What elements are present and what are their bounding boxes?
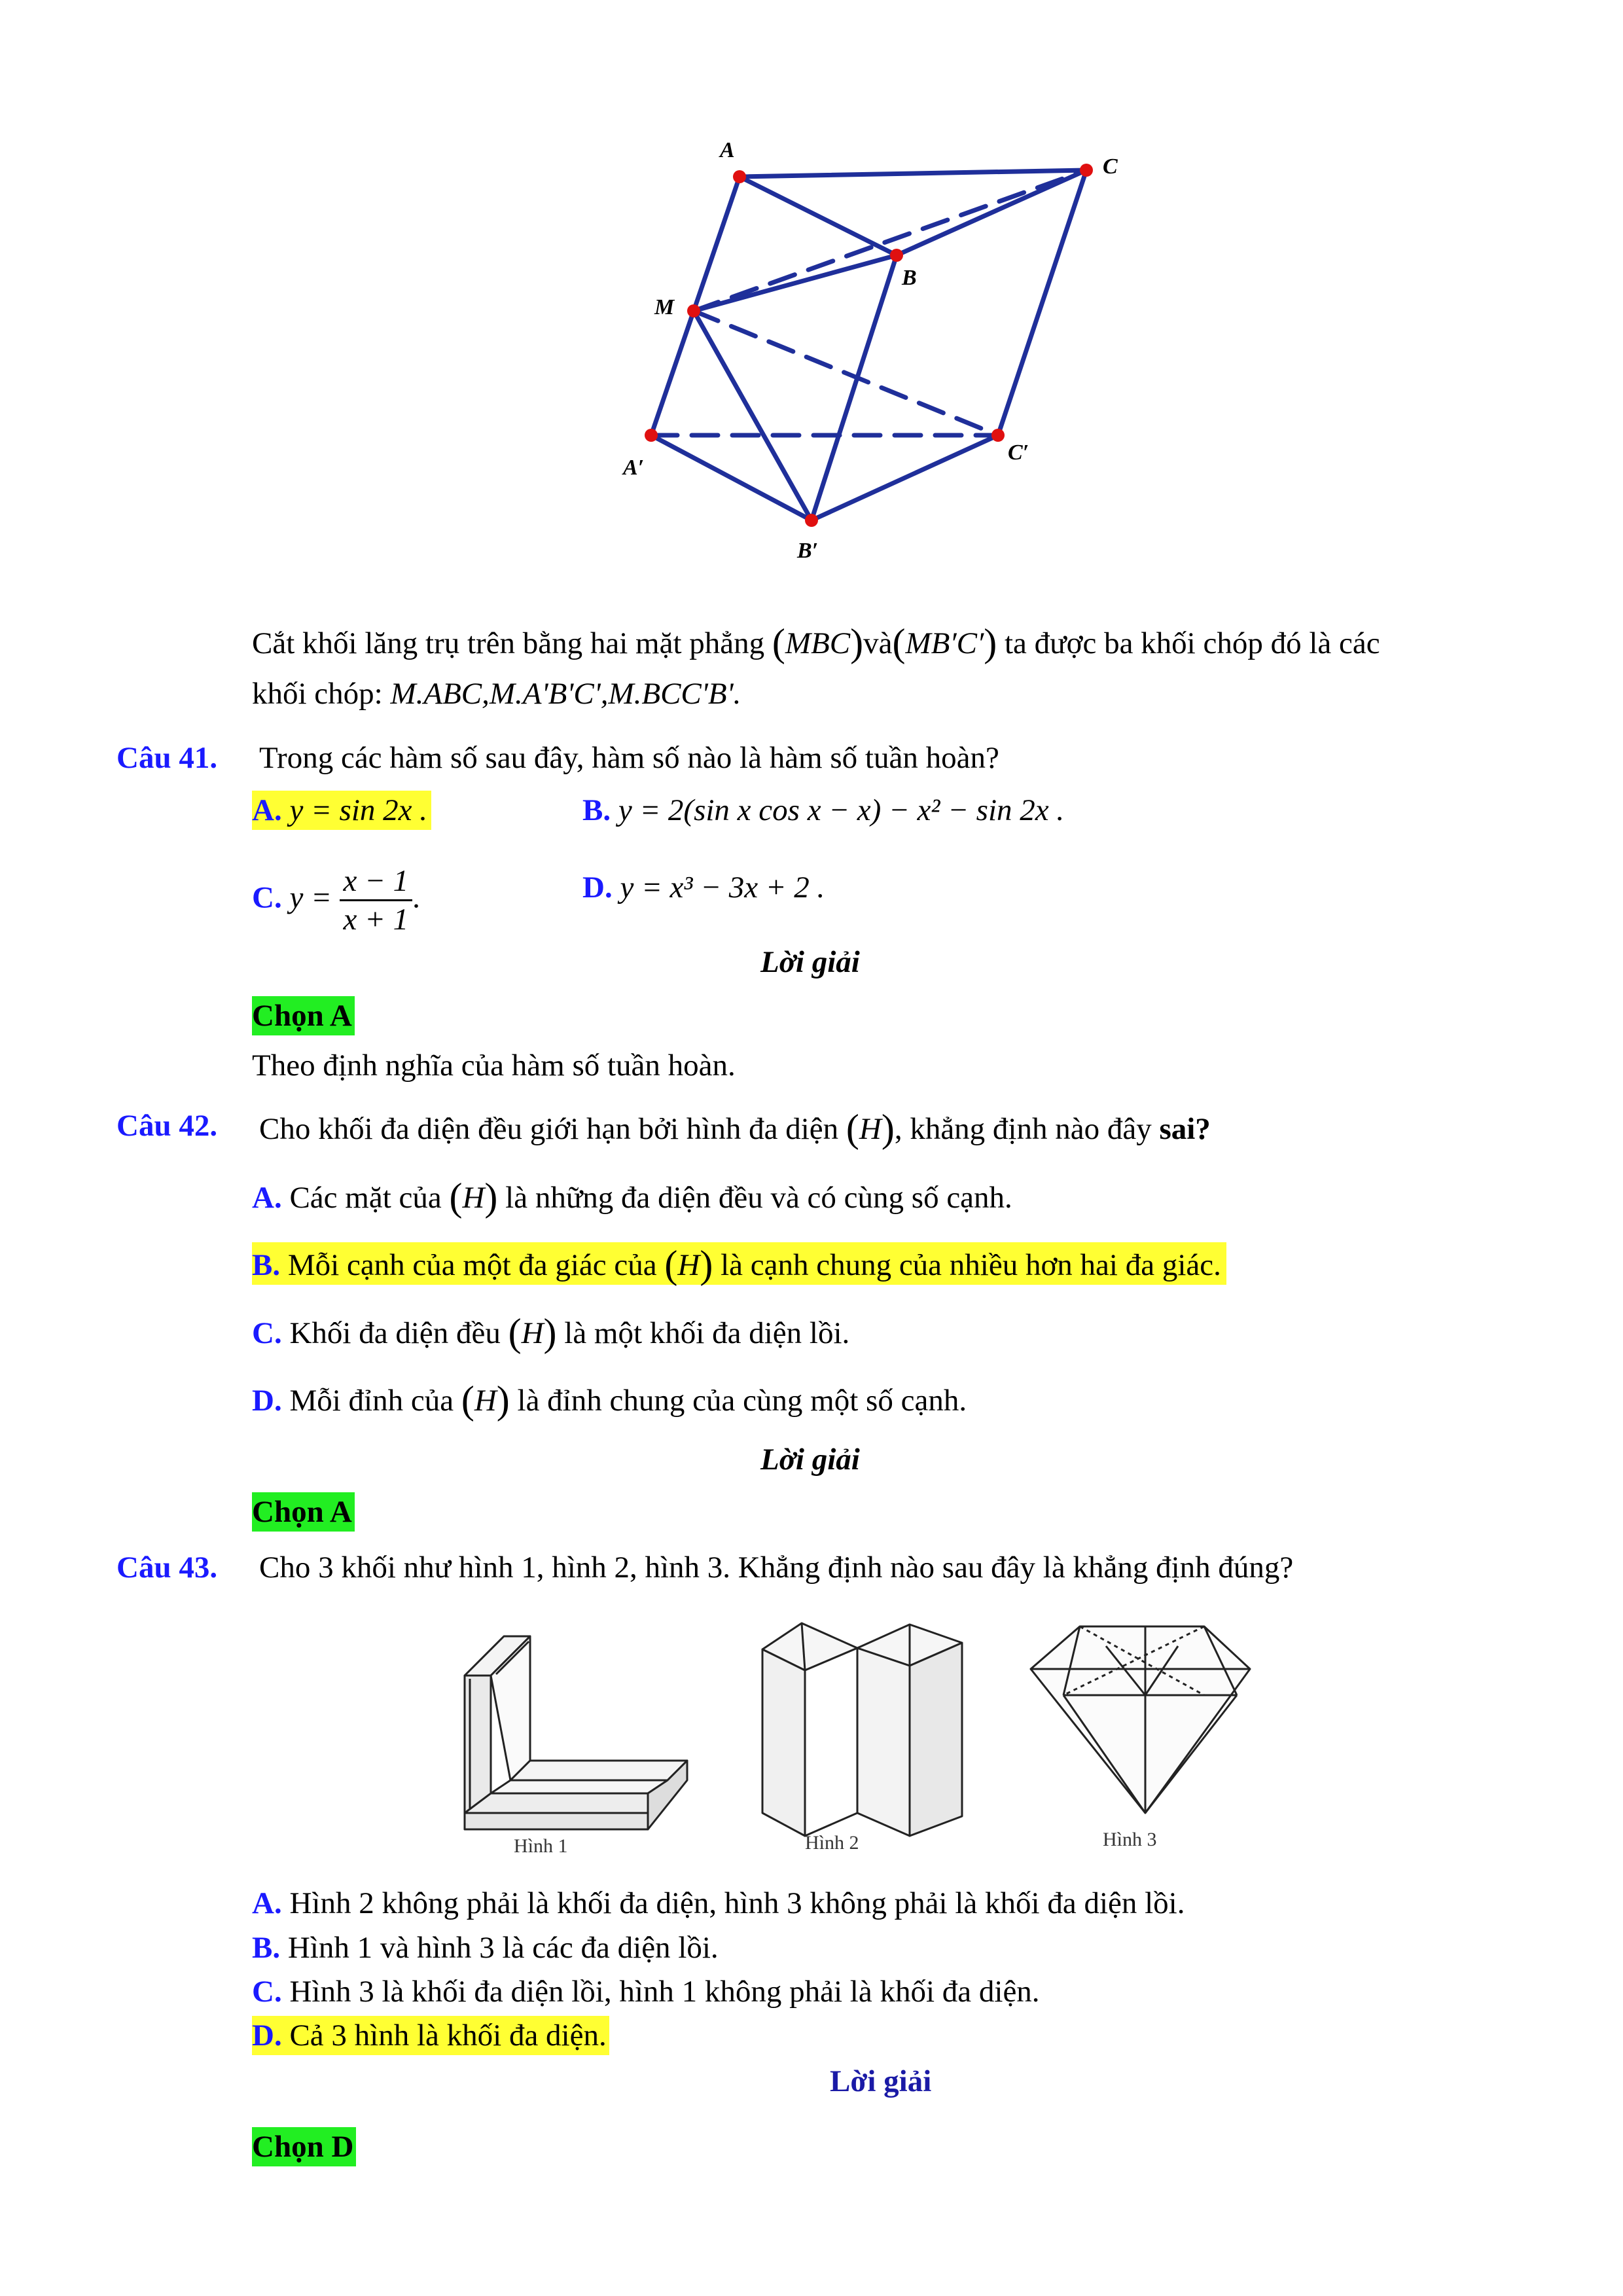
q42-label: Câu 42. bbox=[116, 1109, 218, 1143]
q41-option-a bbox=[252, 791, 431, 830]
q43-option-d bbox=[252, 2016, 609, 2055]
q42-text-a: Cho khối đa diện đều giới hạn bởi hình đa diện bbox=[259, 1112, 846, 1146]
q43-figures bbox=[452, 1597, 1315, 1859]
prism-figure bbox=[589, 124, 1165, 569]
shape-folded-prism bbox=[762, 1623, 962, 1836]
vertex-M bbox=[687, 304, 700, 317]
q43-answer: Chọn D bbox=[252, 2127, 356, 2166]
q41-c-end: . bbox=[412, 880, 420, 915]
intro-line-2 bbox=[252, 674, 741, 713]
q43-label: Câu 43. bbox=[116, 1551, 218, 1585]
fig-label-1: Hình 1 bbox=[514, 1835, 568, 1857]
q42-h: H bbox=[859, 1112, 882, 1146]
shape-l-block bbox=[465, 1636, 687, 1829]
q43-solution-title: Lời giải bbox=[830, 2064, 932, 2098]
vertex-C1 bbox=[991, 429, 1005, 442]
q41-c-label: C. bbox=[252, 880, 282, 915]
fig-label-2: Hình 2 bbox=[805, 1832, 859, 1854]
q42-a-text-1: Các mặt của bbox=[281, 1181, 450, 1215]
intro-text-2: ta được ba khối chóp đó là các bbox=[997, 626, 1380, 660]
vertex-A1 bbox=[645, 429, 658, 442]
q43-a-text: Hình 2 không phải là khối đa diện, hình 3 không phải là khối đa diện lồi. bbox=[281, 1886, 1185, 1920]
q43-option-b bbox=[252, 1928, 719, 1967]
q42-c-text-1: Khối đa diện đều bbox=[281, 1316, 508, 1350]
fig-label-3: Hình 3 bbox=[1103, 1829, 1157, 1850]
q41-answer: Chọn A bbox=[252, 996, 355, 1035]
q43-d-label: D. bbox=[252, 2018, 282, 2053]
q41-c-y: y = bbox=[289, 880, 332, 915]
intro-and: và bbox=[863, 626, 893, 660]
q43-question: Cho 3 khối như hình 1, hình 2, hình 3. Khẳng định nào sau đây là khẳng định đúng? bbox=[259, 1551, 1294, 1585]
label-M: M bbox=[654, 295, 675, 319]
q42-b-h: H bbox=[677, 1248, 700, 1282]
q42-d-text-1: Mỗi đỉnh của bbox=[281, 1384, 461, 1418]
q41-question: Trong các hàm số sau đây, hàm số nào là hàm số tuần hoàn? bbox=[259, 741, 999, 775]
q41-c-fraction bbox=[340, 863, 413, 938]
q41-b-label: B. bbox=[582, 793, 611, 827]
q43-b-label: B. bbox=[252, 1931, 281, 1965]
q41-solution-title: Lời giải bbox=[760, 945, 860, 979]
q41-option-c bbox=[252, 863, 420, 938]
label-C1: C′ bbox=[1008, 440, 1029, 465]
q42-answer: Chọn A bbox=[252, 1492, 355, 1532]
q41-label: Câu 41. bbox=[116, 741, 218, 775]
q41-c-denominator: x + 1 bbox=[343, 903, 409, 937]
q42-text-bold: sai? bbox=[1159, 1112, 1211, 1146]
q42-b-text-1: Mỗi cạnh của một đa giác của bbox=[280, 1248, 665, 1282]
q42-b-text-2: là cạnh chung của nhiều hơn hai đa giác. bbox=[713, 1248, 1221, 1282]
shape-gem bbox=[1031, 1626, 1250, 1813]
pyramid-list: M.ABC,M.A'B'C',M.BCC'B'. bbox=[390, 677, 741, 711]
q41-a-label: A. bbox=[252, 793, 282, 827]
label-A: A bbox=[720, 138, 735, 162]
q43-option-c bbox=[252, 1972, 1040, 2011]
vertex-A bbox=[733, 170, 746, 183]
q41-d-label: D. bbox=[582, 870, 613, 905]
vertex-B1 bbox=[805, 514, 818, 527]
q42-option-b: B. Mỗi cạnh của một đa giác của (H) là cạnh chung của nhiều hơn hai đa giác. bbox=[252, 1242, 1226, 1285]
vertex-C bbox=[1080, 164, 1093, 177]
q42-label-wrap bbox=[116, 1106, 217, 1145]
q41-explanation: Theo định nghĩa của hàm số tuần hoàn. bbox=[252, 1049, 736, 1083]
q43-d-text: Cả 3 hình là khối đa diện. bbox=[281, 2018, 607, 2053]
q42-a-h: H bbox=[462, 1181, 485, 1215]
q42-c-label: C. bbox=[252, 1316, 282, 1350]
label-A1: A′ bbox=[623, 456, 645, 480]
plane-mbc: MBC bbox=[785, 626, 851, 660]
q43-c-label: C. bbox=[252, 1975, 282, 2009]
q42-option-d: D. Mỗi đỉnh của (H) là đỉnh chung của cùng một số cạnh. bbox=[252, 1378, 967, 1422]
q43-b-text: Hình 1 và hình 3 là các đa diện lồi. bbox=[280, 1931, 719, 1965]
q43-label-wrap bbox=[116, 1548, 217, 1587]
q42-solution-title: Lời giải bbox=[760, 1443, 860, 1477]
q41-line bbox=[116, 738, 217, 778]
q42-d-text-2: là đỉnh chung của cùng một số cạnh. bbox=[509, 1384, 967, 1418]
intro-line-1: Cắt khối lăng trụ trên bằng hai mặt phẳng (MBC)và(MB′C′) ta được ba khối chóp đó là các bbox=[252, 621, 1380, 664]
q41-option-d bbox=[582, 868, 825, 907]
q42-c-h: H bbox=[521, 1316, 544, 1350]
label-C: C bbox=[1103, 154, 1118, 179]
q42-c-text-2: là một khối đa diện lồi. bbox=[556, 1316, 850, 1350]
intro-text: Cắt khối lăng trụ trên bằng hai mặt phẳng bbox=[252, 626, 772, 660]
q43-c-text: Hình 3 là khối đa diện lồi, hình 1 không phải là khối đa diện. bbox=[281, 1975, 1040, 2009]
label-B: B bbox=[902, 266, 917, 290]
q43-option-a bbox=[252, 1884, 1185, 1923]
q41-option-b bbox=[582, 791, 1064, 830]
q42-d-label: D. bbox=[252, 1384, 282, 1418]
q41-d-math: y = x³ − 3x + 2 . bbox=[620, 870, 825, 905]
vertex-B bbox=[890, 249, 903, 262]
q43-a-label: A. bbox=[252, 1886, 282, 1920]
q41-a-math: y = sin 2x . bbox=[289, 793, 427, 827]
plane-mb1c1: MB′C′ bbox=[905, 626, 984, 660]
q42-text-b: , khẳng định nào đây bbox=[894, 1112, 1160, 1146]
q42-b-label: B. bbox=[252, 1248, 281, 1282]
q41-b-math: y = 2(sin x cos x − x) − x² − sin 2x . bbox=[618, 793, 1065, 827]
q42-a-label: A. bbox=[252, 1181, 282, 1215]
q42-question: Cho khối đa diện đều giới hạn bởi hình đa diện (H), khẳng định nào đây sai? bbox=[259, 1107, 1211, 1150]
label-B1: B′ bbox=[797, 539, 819, 563]
q42-option-c: C. Khối đa diện đều (H) là một khối đa diện lồi. bbox=[252, 1311, 850, 1354]
q42-a-text-2: là những đa diện đều và có cùng số cạnh. bbox=[497, 1181, 1012, 1215]
intro-text-3: khối chóp: bbox=[252, 677, 391, 711]
q42-d-h: H bbox=[474, 1384, 497, 1418]
q41-c-numerator: x − 1 bbox=[340, 863, 413, 901]
q42-option-a: A. Các mặt của (H) là những đa diện đều và có cùng số cạnh. bbox=[252, 1175, 1012, 1219]
